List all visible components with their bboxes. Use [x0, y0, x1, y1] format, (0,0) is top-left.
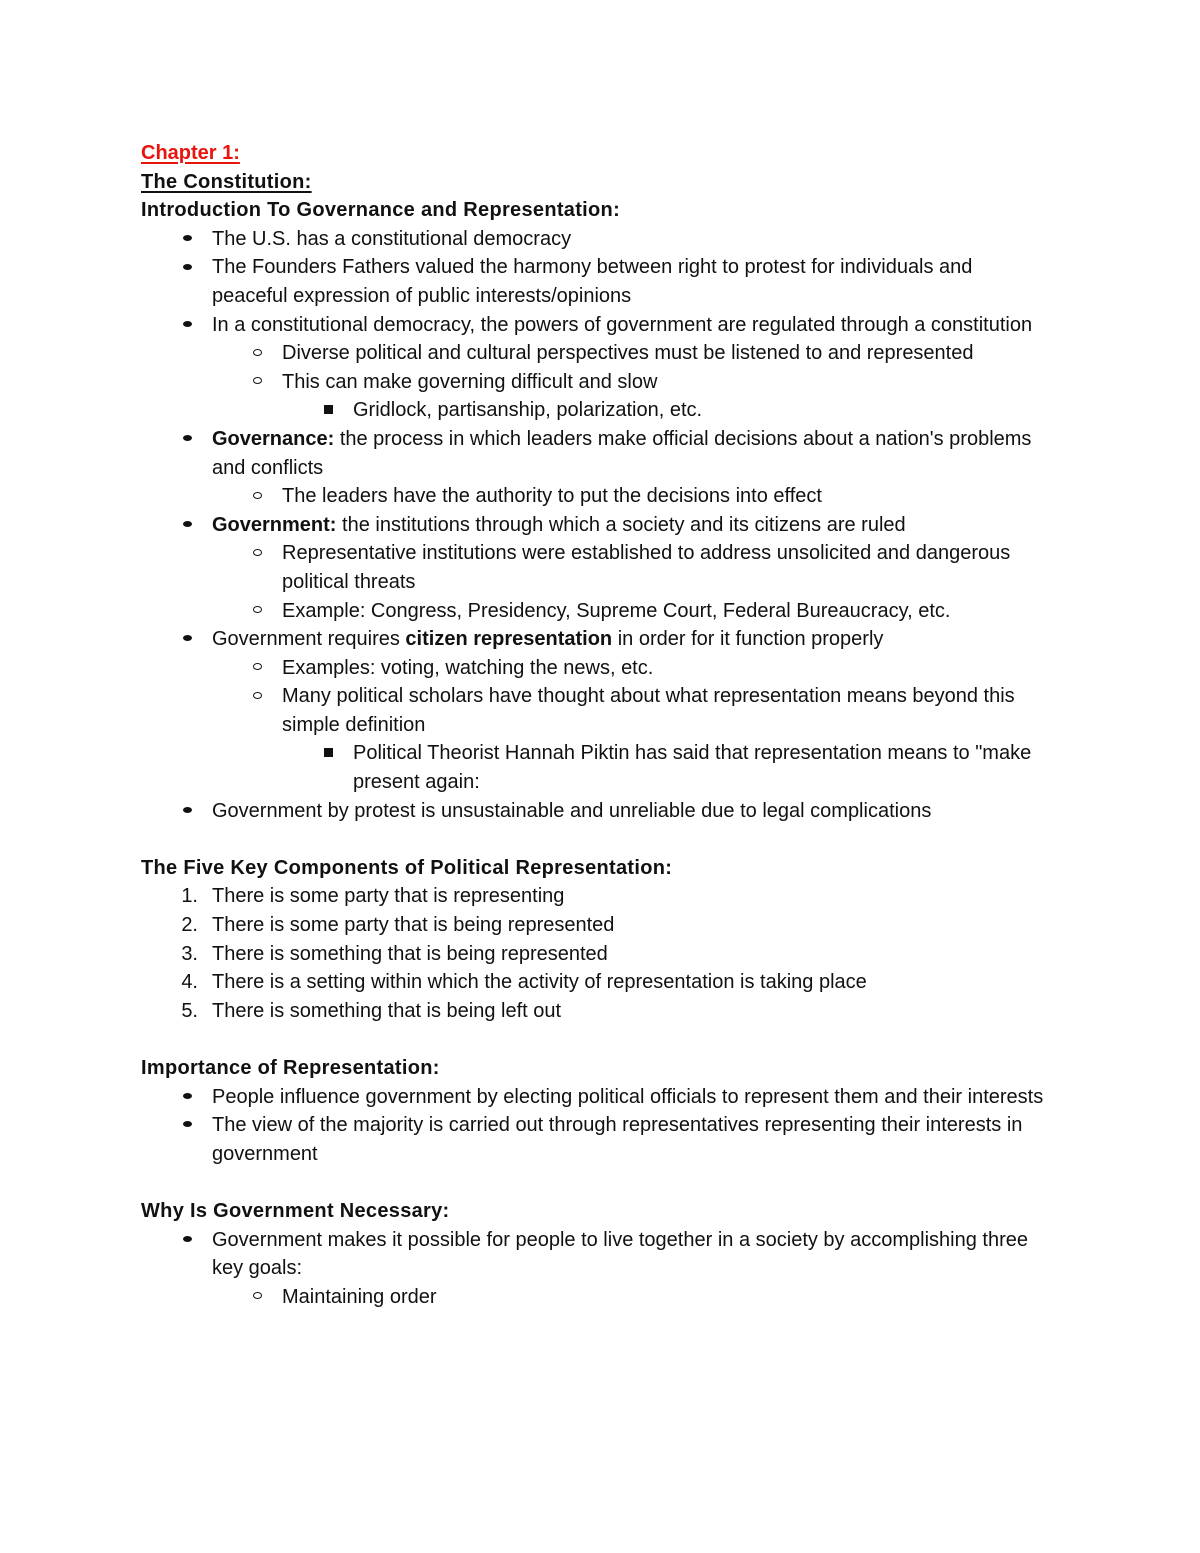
hollow-bullet-icon: [245, 682, 269, 711]
hollow-bullet-icon: [245, 368, 269, 397]
sub-list-item: [141, 368, 1051, 397]
item-number: 5.: [181, 999, 198, 1022]
sub-list-item: [141, 339, 1051, 368]
hollow-bullet-icon: [245, 654, 269, 683]
list-item-text: There is something that is being represented: [212, 942, 608, 965]
five-components-heading: The Five Key Components of Political Representation:: [141, 856, 673, 879]
list-item-text: the institutions through which a society and its citizens are ruled: [336, 513, 906, 536]
sub-list-item: [141, 597, 1051, 626]
term-government: Government:: [212, 513, 337, 536]
list-item-text: Government by protest is unsustainable and unreliable due to legal complications: [212, 799, 932, 822]
list-item-text: The Founders Fathers valued the harmony between right to protest for individuals and peaceful expression of public interests/opinions: [212, 256, 973, 307]
bullet-icon: [175, 1083, 199, 1112]
list-item: [141, 311, 1051, 340]
list-item-text: Examples: voting, watching the news, etc.: [282, 656, 654, 679]
hollow-bullet-icon: [245, 482, 269, 511]
bullet-icon: [175, 797, 199, 826]
list-item: [141, 797, 1051, 826]
numbered-item: [141, 940, 1051, 969]
chapter-title: Chapter 1:: [141, 142, 240, 164]
hollow-bullet-icon: [245, 1283, 269, 1312]
sub-sub-list-item: [141, 739, 1051, 796]
list-item-text: People influence government by electing political officials to represent them and their interests: [212, 1085, 1044, 1108]
list-item-text: The U.S. has a constitutional democracy: [212, 227, 572, 250]
list-item-text: The leaders have the authority to put the decisions into effect: [282, 485, 822, 508]
list-item-text: The view of the majority is carried out through representatives representing their interests in government: [212, 1114, 1023, 1165]
list-item: [141, 253, 1051, 310]
bullet-icon: [175, 625, 199, 654]
list-item: [141, 1226, 1051, 1283]
numbered-item: [141, 882, 1051, 911]
bullet-icon: [175, 511, 199, 540]
sub-list-item: [141, 482, 1051, 511]
term-governance: Governance:: [212, 427, 335, 450]
item-number: 1.: [181, 885, 198, 908]
hollow-bullet-icon: [245, 539, 269, 568]
list-item-text: Maintaining order: [282, 1285, 437, 1308]
sub-list-item: [141, 1283, 1051, 1312]
list-item: [141, 1111, 1051, 1168]
list-item-text: the process in which leaders make official decisions about a nation's problems and conflicts: [212, 427, 1032, 479]
list-item: [141, 511, 1051, 540]
list-item-text: Gridlock, partisanship, polarization, etc.: [353, 399, 703, 422]
list-item-text: Representative institutions were established to address unsolicited and dangerous political threats: [282, 542, 1011, 593]
term-citizen-representation: citizen representation: [405, 628, 613, 651]
intro-heading: Introduction To Governance and Representation:: [141, 199, 621, 222]
why-government-heading: Why Is Government Necessary:: [141, 1199, 450, 1222]
list-item-text: This can make governing difficult and slow: [282, 370, 658, 393]
bullet-icon: [175, 1111, 199, 1140]
sub-sub-list-item: [141, 396, 1051, 425]
bullet-icon: [175, 311, 199, 340]
hollow-bullet-icon: [245, 597, 269, 626]
bullet-icon: [175, 253, 199, 282]
list-item-text: There is something that is being left out: [212, 999, 562, 1022]
spacer: [141, 1025, 1051, 1054]
list-item-text: Diverse political and cultural perspectives must be listened to and represented: [282, 342, 974, 365]
sub-list-item: [141, 539, 1051, 596]
importance-heading: Importance of Representation:: [141, 1057, 440, 1079]
bullet-icon: [175, 225, 199, 254]
item-number: 4.: [181, 971, 198, 994]
bullet-icon: [175, 1226, 199, 1255]
list-item-text: Political Theorist Hannah Piktin has said that representation means to "make present again:: [353, 742, 1032, 794]
numbered-item: [141, 911, 1051, 940]
numbered-item: [141, 997, 1051, 1026]
list-item-text: in order for it function properly: [612, 628, 884, 651]
hollow-bullet-icon: [245, 339, 269, 368]
item-number: 2.: [181, 914, 198, 937]
list-item-text: There is some party that is representing: [212, 885, 565, 908]
list-item-text: Government requires: [212, 628, 406, 651]
list-item: [141, 625, 1051, 654]
square-bullet-icon: [316, 739, 340, 768]
item-number: 3.: [181, 942, 198, 965]
section-title: The Constitution:: [141, 170, 312, 193]
numbered-item: [141, 968, 1051, 997]
bullet-icon: [175, 425, 199, 454]
list-item-text: There is a setting within which the activity of representation is taking place: [212, 971, 867, 994]
spacer: [141, 825, 1051, 854]
sub-list-item: [141, 654, 1051, 683]
list-item: [141, 225, 1051, 254]
document-page: [141, 139, 1051, 1311]
list-item: [141, 425, 1051, 482]
list-item: [141, 1083, 1051, 1112]
list-item-text: In a constitutional democracy, the powers of government are regulated through a constitution: [212, 313, 1033, 336]
sub-list-item: [141, 682, 1051, 739]
spacer: [141, 1168, 1051, 1197]
list-item-text: There is some party that is being represented: [212, 914, 615, 937]
square-bullet-icon: [316, 396, 340, 425]
list-item-text: Government makes it possible for people to live together in a society by accomplishing three key goals:: [212, 1228, 1028, 1280]
list-item-text: Many political scholars have thought about what representation means beyond this simple definition: [282, 685, 1015, 736]
list-item-text: Example: Congress, Presidency, Supreme Court, Federal Bureaucracy, etc.: [282, 599, 951, 622]
